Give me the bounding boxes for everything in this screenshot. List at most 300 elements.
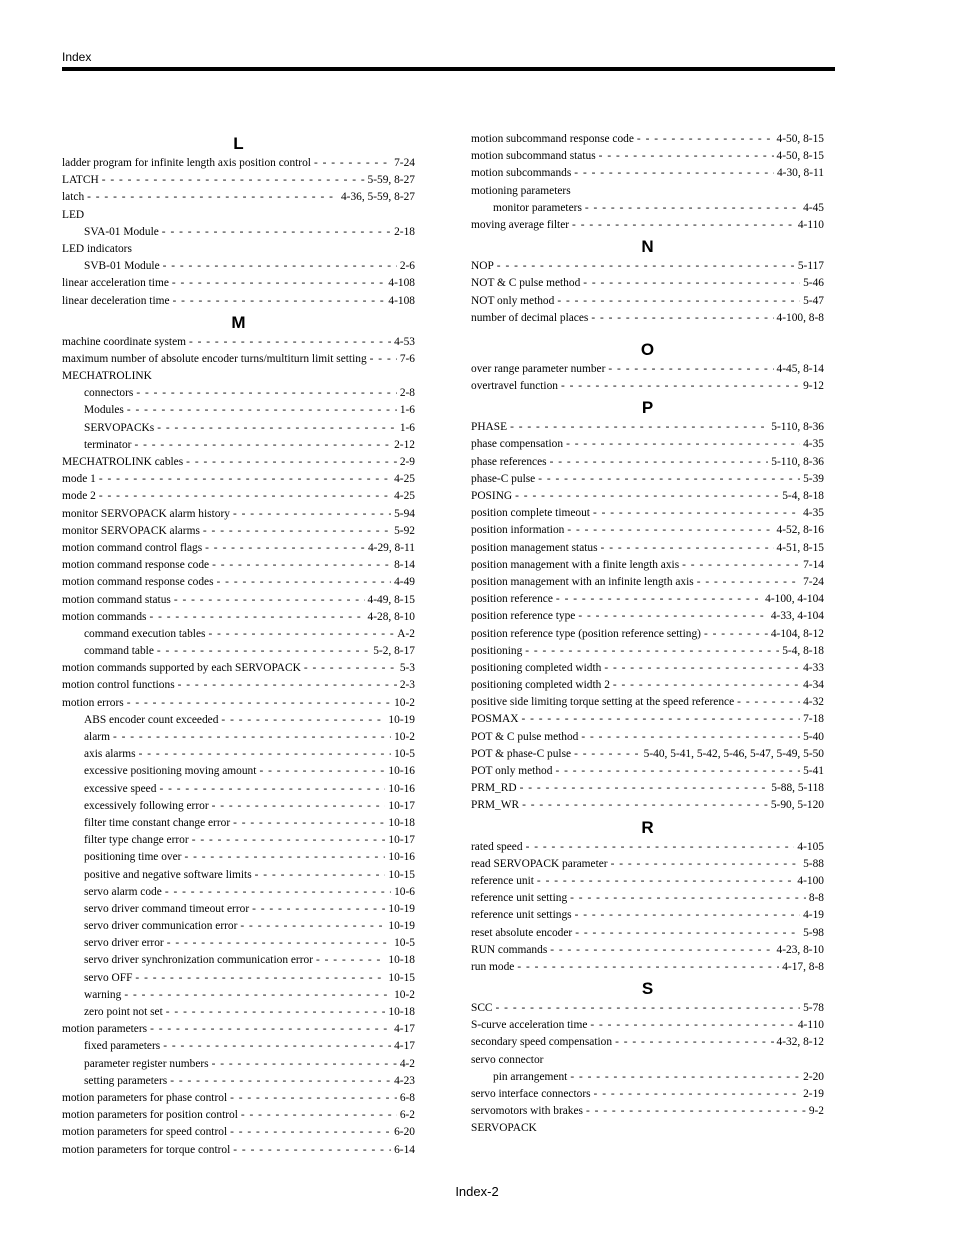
index-entry-page-ref[interactable]: 4-35 xyxy=(803,507,824,520)
index-entry-page-ref[interactable]: 4-36, 5-59, 8-27 xyxy=(340,191,415,204)
index-subentry xyxy=(62,832,415,849)
index-entry-page-ref[interactable]: 10-15 xyxy=(388,868,415,881)
index-entry-page-ref[interactable]: 6-20 xyxy=(394,1126,415,1139)
index-entry-page-ref[interactable]: 2-12 xyxy=(394,438,415,451)
index-subentry xyxy=(62,952,415,969)
index-entry xyxy=(471,626,824,643)
index-entry-page-ref[interactable]: 4-53 xyxy=(394,335,415,348)
dot-leader xyxy=(233,506,391,523)
index-entry-page-ref[interactable]: 9-12 xyxy=(803,380,824,393)
index-entry-page-ref[interactable]: 7-18 xyxy=(803,713,824,726)
index-subentry xyxy=(62,1038,415,1055)
index-entry xyxy=(471,1103,824,1120)
dot-leader xyxy=(521,711,800,728)
dot-leader xyxy=(520,780,769,797)
index-entry xyxy=(62,695,415,712)
index-entry-page-ref[interactable]: 2-9 xyxy=(399,456,415,468)
index-entry-page-ref[interactable]: 7-24 xyxy=(394,157,415,169)
index-entry-term: rated speed xyxy=(471,840,523,853)
dot-leader xyxy=(212,798,386,815)
dot-leader xyxy=(570,890,806,907)
index-entry-term: command table xyxy=(84,645,154,658)
dot-leader xyxy=(166,1004,386,1021)
index-entry xyxy=(471,890,824,907)
index-entry-term: excessive speed xyxy=(84,782,157,795)
index-entry-page-ref[interactable]: 4-34 xyxy=(803,679,824,692)
dot-leader xyxy=(163,1038,391,1055)
index-entry-page-ref[interactable]: 5-88, 5-118 xyxy=(771,782,824,795)
index-subentry xyxy=(62,402,415,419)
dot-leader xyxy=(594,1086,801,1103)
index-entry-term: connectors xyxy=(84,387,134,400)
index-entry xyxy=(471,942,824,959)
index-entry-page-ref[interactable]: 5-47 xyxy=(803,294,824,307)
index-entry-page-ref[interactable]: 4-100, 8-8 xyxy=(776,311,824,324)
index-entry-term: SERVOPACKs xyxy=(84,421,155,434)
index-entry-page-ref[interactable]: 4-33, 4-104 xyxy=(770,610,824,623)
dot-leader xyxy=(555,763,800,780)
index-entry-term: servo connector xyxy=(471,1053,544,1066)
dot-leader xyxy=(497,258,795,275)
index-entry-page-ref[interactable]: 4-105 xyxy=(797,840,824,853)
dot-leader xyxy=(574,746,641,763)
index-entry xyxy=(471,873,824,890)
dot-leader xyxy=(173,293,386,310)
dot-leader xyxy=(252,901,385,918)
index-entry xyxy=(471,488,824,505)
index-entry-page-ref[interactable]: 7-24 xyxy=(803,575,824,588)
index-entry xyxy=(62,1124,415,1141)
index-entry-page-ref[interactable]: 4-30, 8-11 xyxy=(776,167,824,180)
index-entry-page-ref[interactable]: 2-19 xyxy=(803,1088,824,1100)
dot-leader xyxy=(170,1073,391,1090)
dot-leader xyxy=(255,867,386,884)
index-entry xyxy=(471,1034,824,1051)
index-entry xyxy=(62,241,415,258)
index-entry-page-ref[interactable]: 4-49 xyxy=(394,576,415,589)
dot-leader xyxy=(99,488,391,505)
index-entry-page-ref[interactable]: 8-14 xyxy=(394,559,415,572)
index-entry-page-ref[interactable]: 4-17 xyxy=(394,1023,415,1036)
index-entry xyxy=(471,729,824,746)
dot-leader xyxy=(184,849,385,866)
index-letter-heading: S xyxy=(641,979,654,999)
index-letter-heading: M xyxy=(231,312,246,332)
dot-leader xyxy=(525,643,779,660)
index-entry-page-ref[interactable]: 4-45 xyxy=(803,201,824,214)
index-entry-term: monitor SERVOPACK alarms xyxy=(62,524,200,537)
index-entry xyxy=(471,959,824,976)
index-entry-page-ref[interactable]: 10-2 xyxy=(394,988,415,1001)
index-entry xyxy=(471,660,824,677)
index-entry-term: servo driver communication error xyxy=(84,920,238,933)
index-entry xyxy=(62,1090,415,1107)
dot-leader xyxy=(135,970,385,987)
dot-leader xyxy=(704,626,768,643)
dot-leader xyxy=(139,746,392,763)
index-entry-page-ref[interactable]: 4-52, 8-16 xyxy=(776,524,824,537)
index-entry xyxy=(471,1017,824,1034)
index-entry xyxy=(471,574,824,591)
dot-leader xyxy=(599,148,774,165)
index-entry-page-ref[interactable]: 4-33 xyxy=(803,661,824,674)
dot-leader xyxy=(127,402,397,419)
section-gap xyxy=(471,327,824,337)
index-entry-term: over range parameter number xyxy=(471,362,606,375)
header-rule xyxy=(62,67,835,71)
index-entry-page-ref[interactable]: 4-35 xyxy=(803,438,824,451)
index-entry-page-ref[interactable]: 10-19 xyxy=(388,713,415,726)
index-entry-page-ref[interactable]: 2-8 xyxy=(399,387,415,400)
index-entry xyxy=(62,207,415,224)
index-subentry xyxy=(62,884,415,901)
index-entry-term: positioning xyxy=(471,644,523,657)
index-entry xyxy=(471,694,824,711)
dot-leader xyxy=(165,884,391,901)
index-entry-term: machine coordinate system xyxy=(62,335,186,348)
dot-leader xyxy=(550,454,769,471)
index-entry xyxy=(471,1086,824,1103)
index-subentry xyxy=(62,1056,415,1073)
index-entry-page-ref[interactable]: 5-110, 8-36 xyxy=(771,455,824,468)
dot-leader xyxy=(604,660,800,677)
index-entry-term: fixed parameters xyxy=(84,1040,161,1053)
index-entry-page-ref[interactable]: 4-25 xyxy=(394,490,415,503)
index-entry-term: motion subcommand response code xyxy=(471,133,634,145)
dot-leader xyxy=(157,420,397,437)
dot-leader xyxy=(208,626,394,643)
index-entry-term: SVA-01 Module xyxy=(84,225,159,238)
index-entry-term: run mode xyxy=(471,960,515,973)
dot-leader xyxy=(613,677,800,694)
index-entry xyxy=(471,505,824,522)
index-entry-page-ref[interactable]: 4-104, 8-12 xyxy=(770,627,824,640)
index-entry-page-ref[interactable]: 4-108 xyxy=(388,294,415,307)
index-entry-term: MECHATROLINK xyxy=(62,370,152,383)
index-entry-term: POSMAX xyxy=(471,713,519,726)
index-entry xyxy=(471,148,824,165)
index-entry-term: phase-C pulse xyxy=(471,472,536,485)
page-header-title: Index xyxy=(62,50,92,64)
index-entry-term: PRM_RD xyxy=(471,782,517,795)
index-entry-term: motion parameters for position control xyxy=(62,1109,238,1122)
index-entry xyxy=(62,293,415,310)
index-entry-term: setting parameters xyxy=(84,1074,168,1087)
index-entry-page-ref[interactable]: 5-98 xyxy=(803,926,824,939)
index-entry-page-ref[interactable]: 4-45, 8-14 xyxy=(776,362,824,375)
dot-leader xyxy=(172,275,386,292)
index-entry-page-ref[interactable]: 4-51, 8-15 xyxy=(776,541,824,554)
index-entry-page-ref[interactable]: 7-6 xyxy=(399,352,415,365)
index-letter-heading: N xyxy=(641,237,654,257)
index-entry xyxy=(471,557,824,574)
index-entry-page-ref[interactable]: 5-78 xyxy=(803,1002,824,1015)
index-entry-page-ref[interactable]: 4-32, 8-12 xyxy=(776,1036,824,1049)
index-entry-page-ref[interactable]: 5-46 xyxy=(803,277,824,290)
index-entry-term: servo alarm code xyxy=(84,885,162,898)
index-entry-term: POSING xyxy=(471,490,513,502)
index-entry-page-ref[interactable]: 4-50, 8-15 xyxy=(776,150,824,163)
index-entry xyxy=(471,540,824,557)
index-entry-page-ref[interactable]: 6-8 xyxy=(399,1091,415,1104)
index-entry-term: motioning parameters xyxy=(471,184,571,197)
dot-leader xyxy=(591,310,773,327)
index-entry-term: read SERVOPACK parameter xyxy=(471,857,608,870)
index-entry-term: position reference xyxy=(471,593,553,606)
index-subentry xyxy=(471,200,824,217)
dot-leader xyxy=(162,224,391,241)
index-entry-page-ref[interactable]: 10-16 xyxy=(388,851,415,864)
dot-leader xyxy=(682,557,800,574)
index-entry-term: terminator xyxy=(84,438,132,451)
index-entry xyxy=(62,368,415,385)
index-entry-page-ref[interactable]: 2-6 xyxy=(399,260,415,273)
index-entry-page-ref[interactable]: 10-15 xyxy=(388,971,415,984)
index-entry-term: servo OFF xyxy=(84,971,133,984)
dot-leader xyxy=(567,522,773,539)
index-entry-term: position information xyxy=(471,524,565,537)
index-entry-term: LATCH xyxy=(62,174,99,187)
dot-leader xyxy=(113,729,391,746)
index-entry xyxy=(62,155,415,172)
index-entry xyxy=(471,131,824,148)
index-entry xyxy=(471,1120,824,1137)
index-entry-page-ref[interactable]: 4-28, 8-10 xyxy=(367,610,415,623)
index-entry-term: POT only method xyxy=(471,765,553,777)
index-column-left xyxy=(62,131,415,1159)
index-entry-page-ref[interactable]: 2-3 xyxy=(399,679,415,692)
index-entry-page-ref[interactable]: 5-92 xyxy=(394,524,415,537)
index-entry-term: command execution tables xyxy=(84,627,206,640)
index-subentry xyxy=(471,1069,824,1086)
index-entry-term: motion command response code xyxy=(62,559,210,572)
dot-leader xyxy=(526,839,795,856)
index-entry-page-ref[interactable]: 10-16 xyxy=(388,765,415,778)
dot-leader xyxy=(134,437,391,454)
index-entry-term: maximum number of absolute encoder turns/multiturn limit setting xyxy=(62,352,367,365)
index-entry-page-ref[interactable]: 10-6 xyxy=(394,885,415,898)
index-entry-page-ref[interactable]: 10-2 xyxy=(394,731,415,743)
dot-leader xyxy=(637,131,774,148)
index-entry-page-ref[interactable]: 4-25 xyxy=(394,473,415,486)
index-entry-term: LED xyxy=(62,208,85,221)
index-entry-page-ref[interactable]: 5-59, 8-27 xyxy=(367,174,415,187)
dot-leader xyxy=(233,815,385,832)
dot-leader xyxy=(221,712,385,729)
dot-leader xyxy=(550,942,773,959)
index-entry-page-ref[interactable]: 2-18 xyxy=(394,225,415,238)
dot-leader xyxy=(316,952,385,969)
index-entry-page-ref[interactable]: 6-14 xyxy=(394,1143,415,1156)
index-entry-page-ref[interactable]: 2-20 xyxy=(803,1070,824,1083)
index-entry-term: mode 2 xyxy=(62,490,96,503)
index-entry-page-ref[interactable]: 5-40 xyxy=(803,730,824,743)
index-entry-page-ref[interactable]: 5-90, 5-120 xyxy=(770,799,824,812)
index-entry-term: monitor parameters xyxy=(493,201,582,214)
index-entry-page-ref[interactable]: 10-19 xyxy=(388,920,415,933)
index-entry-page-ref[interactable]: 1-6 xyxy=(399,404,415,417)
index-subentry xyxy=(62,224,415,241)
index-entry xyxy=(471,165,824,182)
index-entry-page-ref[interactable]: 4-108 xyxy=(388,277,415,290)
index-entry-term: ABS encoder count exceeded xyxy=(84,713,219,726)
index-entry-page-ref[interactable]: 5-40, 5-41, 5-42, 5-46, 5-47, 5-49, 5-50 xyxy=(643,747,824,760)
index-entry-page-ref[interactable]: A-2 xyxy=(397,627,415,640)
index-entry xyxy=(62,660,415,677)
index-entry-page-ref[interactable]: 5-3 xyxy=(399,662,415,675)
index-entry-term: motion parameters for phase control xyxy=(62,1091,228,1104)
dot-leader xyxy=(561,378,800,395)
index-subentry xyxy=(62,643,415,660)
index-entry-page-ref[interactable]: 5-110, 8-36 xyxy=(771,421,824,434)
dot-leader xyxy=(136,385,396,402)
dot-leader xyxy=(186,454,397,471)
index-entry-term: motion command control flags xyxy=(62,541,203,554)
dot-leader xyxy=(314,155,391,172)
index-entry xyxy=(62,506,415,523)
index-entry-page-ref[interactable]: 7-14 xyxy=(803,558,824,571)
index-entry-page-ref[interactable]: 4-32 xyxy=(803,696,824,709)
index-entry-page-ref[interactable]: 5-39 xyxy=(803,472,824,485)
index-entry-term: SVB-01 Module xyxy=(84,260,160,273)
dot-leader xyxy=(585,200,800,217)
index-subentry xyxy=(62,763,415,780)
index-entry-page-ref[interactable]: 10-16 xyxy=(388,782,415,795)
index-entry-term: PRM_WR xyxy=(471,799,520,812)
index-entry-term: NOT only method xyxy=(471,294,555,307)
index-entry-page-ref[interactable]: 5-2, 8-17 xyxy=(373,645,415,658)
dot-leader xyxy=(212,557,391,574)
index-entry-page-ref[interactable]: 4-110 xyxy=(797,218,824,231)
index-entry-term: motion commands supported by each SERVOPACK xyxy=(62,662,301,675)
index-entry-term: monitor SERVOPACK alarm history xyxy=(62,507,230,520)
index-entry-page-ref[interactable]: 10-19 xyxy=(388,902,415,915)
index-entry xyxy=(62,677,415,694)
index-column-right xyxy=(471,131,824,1138)
index-entry-term: linear deceleration time xyxy=(62,294,170,307)
index-entry xyxy=(471,746,824,763)
index-entry-term: motion parameters for speed control xyxy=(62,1126,228,1139)
dot-leader xyxy=(572,217,795,234)
index-entry-page-ref[interactable]: 5-4, 8-18 xyxy=(782,490,824,502)
index-entry-term: warning xyxy=(84,988,122,1001)
index-entry xyxy=(62,609,415,626)
index-entry xyxy=(62,574,415,591)
index-entry-term: SERVOPACK xyxy=(471,1122,537,1135)
dot-leader xyxy=(87,189,338,206)
index-entry xyxy=(471,454,824,471)
index-entry-page-ref[interactable]: 8-8 xyxy=(808,892,824,905)
index-entry-term: LED indicators xyxy=(62,242,132,255)
index-entry-page-ref[interactable]: 1-6 xyxy=(399,421,415,434)
dot-leader xyxy=(522,797,768,814)
index-entry-term: mode 1 xyxy=(62,473,96,486)
index-entry xyxy=(471,310,824,327)
index-entry xyxy=(471,1052,824,1069)
dot-leader xyxy=(167,935,391,952)
index-letter-heading: P xyxy=(641,398,654,418)
index-entry-term: POT & phase-C pulse xyxy=(471,747,572,760)
index-entry-page-ref[interactable]: 4-2 xyxy=(399,1057,415,1070)
index-entry xyxy=(471,780,824,797)
index-entry-term: excessively following error xyxy=(84,799,209,812)
index-entry-page-ref[interactable]: 10-18 xyxy=(388,1006,415,1018)
index-entry-page-ref[interactable]: 4-17 xyxy=(394,1040,415,1053)
dot-leader xyxy=(575,907,801,924)
index-entry-page-ref[interactable]: 10-5 xyxy=(394,937,415,950)
index-entry-page-ref[interactable]: 5-4, 8-18 xyxy=(782,644,824,657)
index-subentry xyxy=(62,258,415,275)
index-entry xyxy=(62,1021,415,1038)
index-entry-page-ref[interactable]: 4-17, 8-8 xyxy=(782,960,824,973)
index-entry-page-ref[interactable]: 4-49, 8-15 xyxy=(367,593,415,606)
index-entry-term: number of decimal places xyxy=(471,311,589,324)
index-entry xyxy=(471,436,824,453)
index-entry-term: filter time constant change error xyxy=(84,816,231,829)
index-entry-page-ref[interactable]: 10-18 xyxy=(388,954,415,967)
index-entry-page-ref[interactable]: 6-2 xyxy=(399,1109,415,1122)
dot-leader xyxy=(102,172,365,189)
index-entry xyxy=(62,172,415,189)
index-entry xyxy=(471,522,824,539)
index-entry-page-ref[interactable]: 4-50, 8-15 xyxy=(776,133,824,145)
dot-leader xyxy=(212,1056,397,1073)
dot-leader xyxy=(189,334,391,351)
index-entry-page-ref[interactable]: 5-94 xyxy=(394,507,415,520)
dot-leader xyxy=(575,925,800,942)
index-entry-page-ref[interactable]: 10-17 xyxy=(388,799,415,812)
index-entry-page-ref[interactable]: 10-2 xyxy=(394,696,415,709)
index-entry-page-ref[interactable]: 9-2 xyxy=(808,1105,824,1118)
dot-leader xyxy=(149,609,364,626)
index-entry-term: POT & C pulse method xyxy=(471,730,579,743)
index-entry-page-ref[interactable]: 4-23, 8-10 xyxy=(776,943,824,956)
dot-leader xyxy=(608,361,773,378)
index-entry-page-ref[interactable]: 5-117 xyxy=(797,260,824,273)
index-entry-page-ref[interactable]: 4-100 xyxy=(797,874,824,887)
index-subentry xyxy=(62,918,415,935)
dot-leader xyxy=(159,781,385,798)
dot-leader xyxy=(538,471,800,488)
index-entry-page-ref[interactable]: 10-18 xyxy=(388,816,415,829)
index-entry-term: servo driver command timeout error xyxy=(84,902,250,915)
index-entry-page-ref[interactable]: 4-23 xyxy=(394,1074,415,1087)
index-entry-page-ref[interactable]: 4-19 xyxy=(803,909,824,922)
index-entry xyxy=(62,454,415,471)
index-entry-term: position management with an infinite length axis xyxy=(471,575,694,588)
index-entry-page-ref[interactable]: 4-110 xyxy=(797,1019,824,1032)
index-entry-page-ref[interactable]: 10-5 xyxy=(394,748,415,761)
index-entry xyxy=(471,591,824,608)
index-entry-page-ref[interactable]: 4-29, 8-11 xyxy=(367,541,415,554)
index-entry-page-ref[interactable]: 4-100, 4-104 xyxy=(765,593,824,606)
index-entry-page-ref[interactable]: 5-41 xyxy=(803,765,824,777)
dot-leader xyxy=(574,165,774,182)
index-entry-page-ref[interactable]: 5-88 xyxy=(803,857,824,870)
dot-leader xyxy=(99,471,391,488)
index-entry-term: motion commands xyxy=(62,610,147,623)
index-entry xyxy=(471,925,824,942)
index-entry-term: motion command response codes xyxy=(62,576,214,589)
index-entry-term: servo interface connectors xyxy=(471,1088,591,1100)
index-entry xyxy=(471,839,824,856)
index-entry xyxy=(62,334,415,351)
index-entry-term: SCC xyxy=(471,1002,493,1015)
index-entry-page-ref[interactable]: 10-17 xyxy=(388,834,415,847)
index-entry-term: reference unit xyxy=(471,874,534,887)
index-entry xyxy=(471,419,824,436)
index-entry-term: Modules xyxy=(84,404,124,417)
